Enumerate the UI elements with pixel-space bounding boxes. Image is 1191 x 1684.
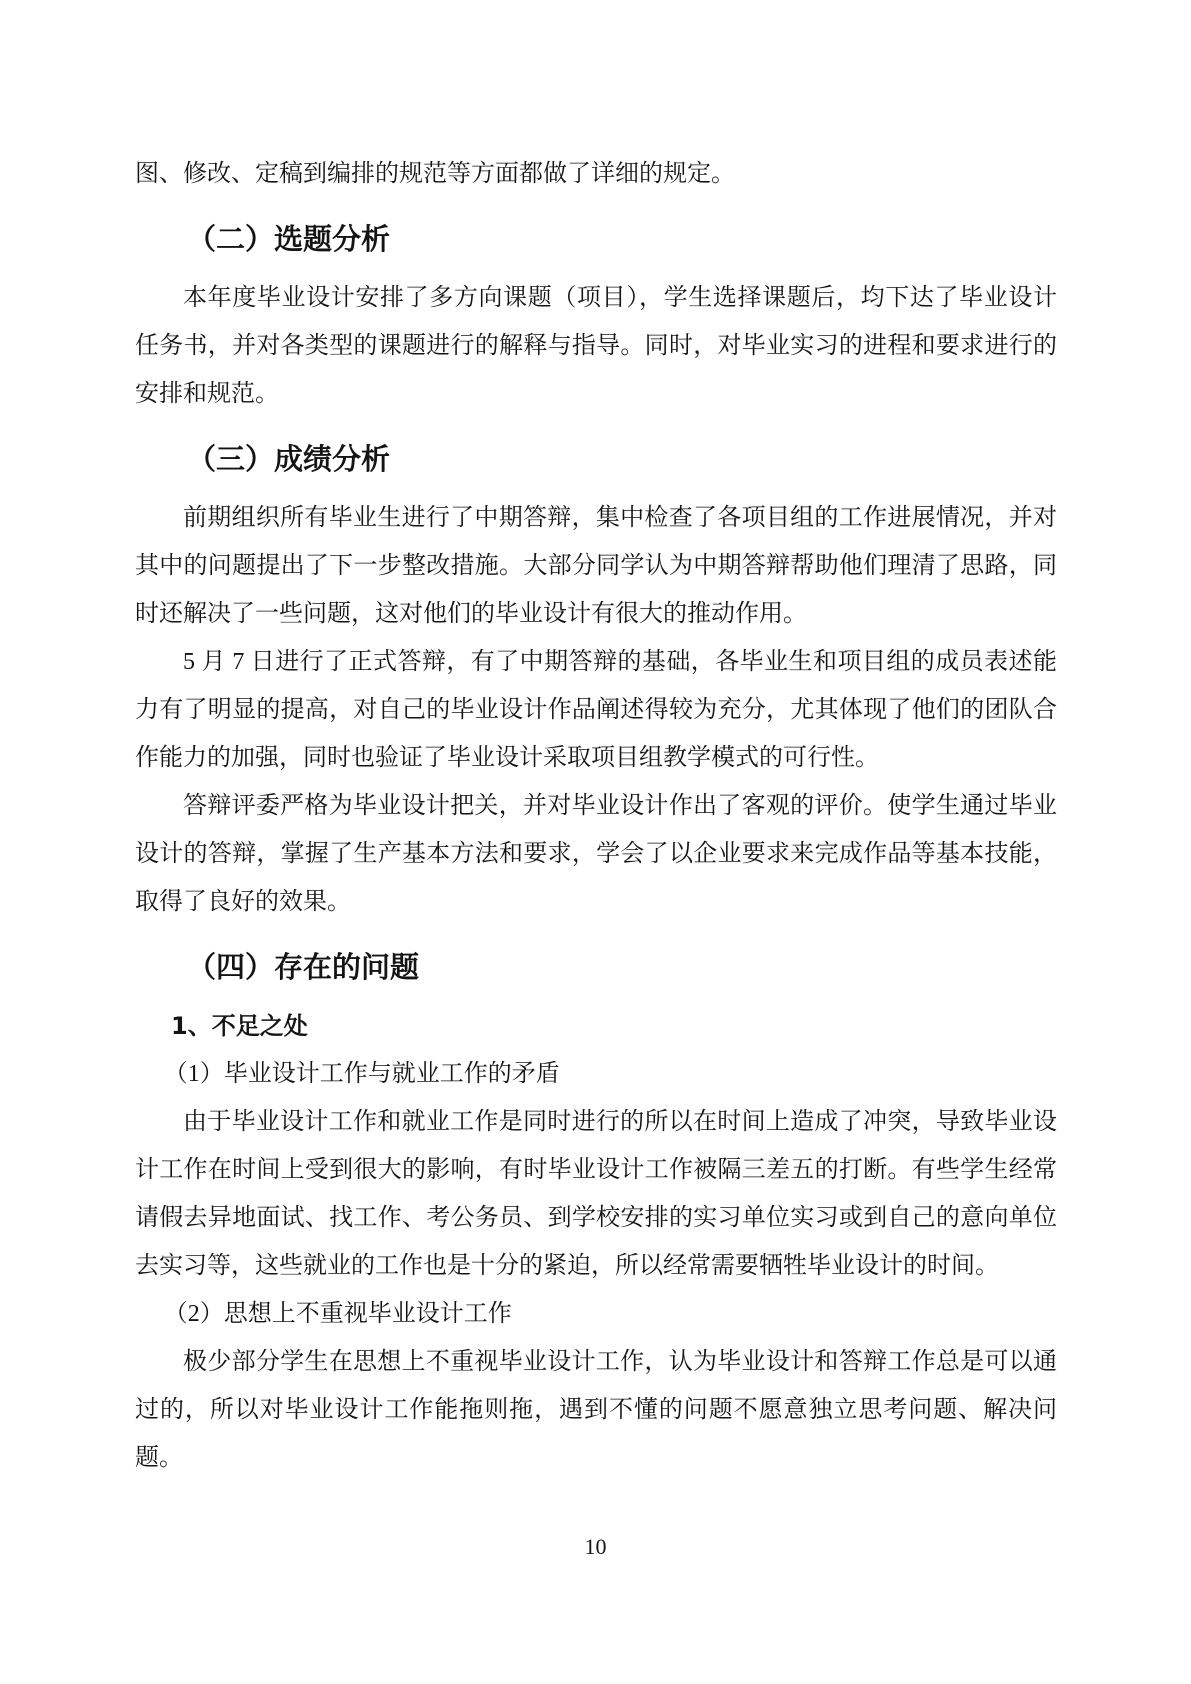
paragraph-midterm-defense: 前期组织所有毕业生进行了中期答辩，集中检查了各项目组的工作进展情况，并对其中的问题提出了下一步整改措施。大部分同学认为中期答辩帮助他们理清了思路，同时还解决了一些问题，这对他们的毕业设计有很大的推动作用。 [135,505,1057,627]
paragraph-topic-analysis: 本年度毕业设计安排了多方向课题（项目），学生选择课题后，均下达了毕业设计任务书，并对各类型的课题进行的解释与指导。同时，对毕业实习的进程和要求进行的安排和规范。 [135,285,1057,407]
section-heading-existing-problems: （四）存在的问题 [187,950,420,984]
sub-heading-shortcomings: 1、不足之处 [171,1012,308,1040]
paragraph-attitude-problem-detail: 极少部分学生在思想上不重视毕业设计工作，认为毕业设计和答辩工作总是可以通过的，所以对毕业设计工作能拖则拖，遇到不懂的问题不愿意独立思考问题、解决问题。 [135,1349,1057,1471]
list-item-attitude-problem: （2）思想上不重视毕业设计工作 [163,1301,512,1327]
page-number: 10 [584,1534,607,1559]
paragraph-formal-defense: 5 月 7 日进行了正式答辩，有了中期答辩的基础，各毕业生和项目组的成员表述能力有了明显的提高，对自己的毕业设计作品阐述得较为充分，尤其体现了他们的团队合作能力的加强，同时也验证了毕业设计采取项目组教学模式的可行性。 [135,649,1057,771]
section-heading-score-analysis: （三）成绩分析 [187,442,391,476]
list-item-employment-conflict: （1）毕业设计工作与就业工作的矛盾 [163,1061,560,1087]
section-heading-topic-analysis: （二）选题分析 [187,222,391,256]
paragraph-continuation: 图、修改、定稿到编排的规范等方面都做了详细的规定。 [135,161,735,187]
paragraph-employment-conflict-detail: 由于毕业设计工作和就业工作是同时进行的所以在时间上造成了冲突，导致毕业设计工作在时间上受到很大的影响，有时毕业设计工作被隔三差五的打断。有些学生经常请假去异地面试、找工作、考公务员、到学校安排的实习单位实习或到自己的意向单位去实习等，这些就业的工作也是十分的紧迫，所以经常需要牺牲毕业设计的时间。 [135,1109,1057,1279]
paragraph-defense-committee: 答辩评委严格为毕业设计把关，并对毕业设计作出了客观的评价。使学生通过毕业设计的答辩，掌握了生产基本方法和要求，学会了以企业要求来完成作品等基本技能，取得了良好的效果。 [135,793,1057,915]
